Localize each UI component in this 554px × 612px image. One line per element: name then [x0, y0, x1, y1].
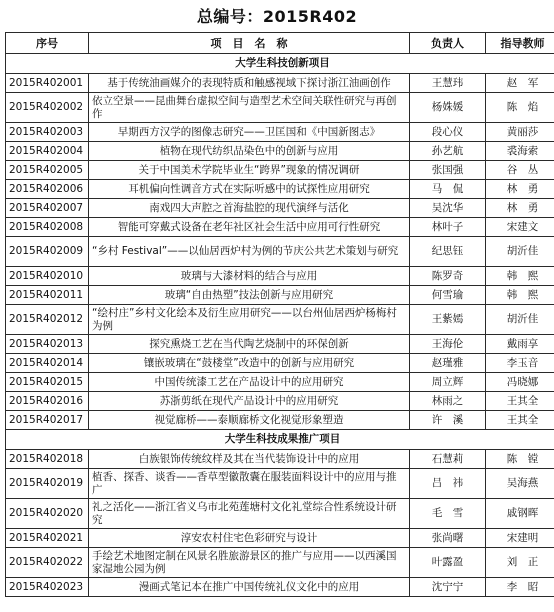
project-id-cell: 2015R402012: [6, 305, 89, 335]
advisor-cell: 谷 丛: [486, 161, 554, 180]
table-row: [6, 411, 554, 430]
project-id-cell: 2015R402003: [6, 123, 89, 142]
advisor-cell: 宋建文: [486, 218, 554, 237]
advisor-cell: 吴海燕: [486, 469, 554, 499]
table-row: [6, 142, 554, 161]
project-id-cell: 2015R402015: [6, 373, 89, 392]
advisor-cell: 王其全: [486, 392, 554, 411]
project-title-cell: 早期西方汉学的图像志研究——卫匡国和《中国新图志》: [89, 123, 410, 142]
project-title-cell: 探究熏烧工艺在当代陶艺烧制中的环保创新: [89, 335, 410, 354]
header-id: 序号: [6, 33, 89, 54]
leader-cell: 纪思钰: [410, 237, 486, 267]
project-title-cell: 耳机偏向性调音方式在实际听感中的试探性应用研究: [89, 180, 410, 199]
table-row: [6, 335, 554, 354]
advisor-cell: 林 勇: [486, 180, 554, 199]
table-row: [6, 218, 554, 237]
project-title-cell: 玻璃与大漆材料的结合与应用: [89, 267, 410, 286]
leader-cell: 杨姝媛: [410, 93, 486, 123]
table-row: [6, 450, 554, 469]
table-row: [6, 305, 554, 335]
table-row: [6, 578, 554, 597]
advisor-cell: 李 昭: [486, 578, 554, 597]
project-title-cell: 镶嵌玻璃在“鼓楼堂”改造中的创新与应用研究: [89, 354, 410, 373]
table-row: [6, 286, 554, 305]
project-title-cell: 南戏四大声腔之首海盐腔的现代演绎与活化: [89, 199, 410, 218]
leader-cell: 段心仪: [410, 123, 486, 142]
advisor-cell: 黄丽莎: [486, 123, 554, 142]
project-title-cell: “乡村 Festival”——以仙居西炉村为例的节庆公共艺术策划与研究: [89, 237, 410, 267]
project-title-cell: 视觉廊桥——泰顺廊桥文化视觉形象塑造: [89, 411, 410, 430]
advisor-cell: 李玉音: [486, 354, 554, 373]
header-title: 项 目 名 称: [89, 33, 410, 54]
advisor-cell: 宋建明: [486, 529, 554, 548]
project-id-cell: 2015R402008: [6, 218, 89, 237]
project-title-cell: 植物在现代纺织品染色中的创新与应用: [89, 142, 410, 161]
project-id-cell: 2015R402021: [6, 529, 89, 548]
advisor-cell: 韩 熙: [486, 286, 554, 305]
leader-cell: 王紫嫣: [410, 305, 486, 335]
leader-cell: 张国强: [410, 161, 486, 180]
project-id-cell: 2015R402013: [6, 335, 89, 354]
advisor-cell: 王其全: [486, 411, 554, 430]
section-title: 大学生科技成果推广项目: [6, 430, 554, 450]
project-id-cell: 2015R402005: [6, 161, 89, 180]
table-row: [6, 237, 554, 267]
project-title-cell: 中国传统漆工艺在产品设计中的应用研究: [89, 373, 410, 392]
table-row: [6, 373, 554, 392]
advisor-cell: 戚钢晖: [486, 499, 554, 529]
project-title-cell: 植香、探香、谈香——香草型徽散囊在服装面料设计中的应用与推广: [89, 469, 410, 499]
project-id-cell: 2015R402001: [6, 74, 89, 93]
project-id-cell: 2015R402014: [6, 354, 89, 373]
leader-cell: 赵瑾雅: [410, 354, 486, 373]
table-row: [6, 499, 554, 529]
project-title-cell: 玻璃“自由热塑”技法创新与应用研究: [89, 286, 410, 305]
leader-cell: 吴沈华: [410, 199, 486, 218]
project-title-cell: 淳安农村住宅色彩研究与设计: [89, 529, 410, 548]
project-title-cell: 苏浙剪纸在现代产品设计中的应用研究: [89, 392, 410, 411]
advisor-cell: 林 勇: [486, 199, 554, 218]
header-advisor: 指导教师: [486, 33, 554, 54]
project-id-cell: 2015R402009: [6, 237, 89, 267]
leader-cell: 叶露盈: [410, 548, 486, 578]
advisor-cell: 刘 正: [486, 548, 554, 578]
leader-cell: 张尚曙: [410, 529, 486, 548]
leader-cell: 毛 雪: [410, 499, 486, 529]
project-id-cell: 2015R402023: [6, 578, 89, 597]
project-id-cell: 2015R402010: [6, 267, 89, 286]
project-title-cell: 智能可穿戴式设备在老年社区社会生活中应用可行性研究: [89, 218, 410, 237]
table-body: [6, 54, 554, 597]
project-table: [5, 32, 554, 597]
table-row: [6, 392, 554, 411]
leader-cell: 林叶子: [410, 218, 486, 237]
project-id-cell: 2015R402019: [6, 469, 89, 499]
document-title: 总编号：2015R402: [196, 7, 358, 26]
project-id-cell: 2015R402011: [6, 286, 89, 305]
table-row: [6, 354, 554, 373]
table-row: [6, 267, 554, 286]
leader-cell: 何雪瑜: [410, 286, 486, 305]
table-row: [6, 93, 554, 123]
advisor-cell: 韩 熙: [486, 267, 554, 286]
advisor-cell: 戴雨享: [486, 335, 554, 354]
advisor-cell: 赵 军: [486, 74, 554, 93]
project-title-cell: “绘村庄”乡村文化绘本及衍生应用研究——以台州仙居西炉杨梅村为例: [89, 305, 410, 335]
table-row: [6, 123, 554, 142]
project-id-cell: 2015R402002: [6, 93, 89, 123]
project-id-cell: 2015R402017: [6, 411, 89, 430]
project-id-cell: 2015R402007: [6, 199, 89, 218]
section-title: 大学生科技创新项目: [6, 54, 554, 74]
project-title-cell: 礼之活化——浙江省义乌市北苑莲塘村文化礼堂综合性系统设计研究: [89, 499, 410, 529]
project-id-cell: 2015R402006: [6, 180, 89, 199]
project-id-cell: 2015R402004: [6, 142, 89, 161]
project-title-cell: 关于中国美术学院毕业生“跨界”现象的情况调研: [89, 161, 410, 180]
project-title-cell: 白族银饰传统纹样及其在当代装饰设计中的应用: [89, 450, 410, 469]
leader-cell: 马 侃: [410, 180, 486, 199]
table-row: [6, 199, 554, 218]
leader-cell: 王海伦: [410, 335, 486, 354]
project-title-cell: 依立空景——昆曲舞台虚拟空间与造型艺术空间关联性研究与再创作: [89, 93, 410, 123]
leader-cell: 孙艺航: [410, 142, 486, 161]
project-id-cell: 2015R402016: [6, 392, 89, 411]
leader-cell: 许 溪: [410, 411, 486, 430]
table-row: [6, 548, 554, 578]
advisor-cell: 裘海索: [486, 142, 554, 161]
advisor-cell: 胡沂佳: [486, 237, 554, 267]
project-id-cell: 2015R402022: [6, 548, 89, 578]
leader-cell: 吕 祎: [410, 469, 486, 499]
advisor-cell: 陈 镗: [486, 450, 554, 469]
project-id-cell: 2015R402020: [6, 499, 89, 529]
advisor-cell: 陈 焰: [486, 93, 554, 123]
section-header-row: [6, 430, 554, 450]
project-title-cell: 基于传统油画媒介的表现特质和触感视域下探讨浙江油画创作: [89, 74, 410, 93]
advisor-cell: 冯晓娜: [486, 373, 554, 392]
project-title-cell: 漫画式笔记本在推广中国传统礼仪文化中的应用: [89, 578, 410, 597]
table-row: [6, 74, 554, 93]
table-row: [6, 529, 554, 548]
advisor-cell: 胡沂佳: [486, 305, 554, 335]
leader-cell: 王慧玮: [410, 74, 486, 93]
leader-cell: 沈宁宁: [410, 578, 486, 597]
leader-cell: 周立辉: [410, 373, 486, 392]
project-title-cell: 手绘艺术地图定制在风景名胜旅游景区的推广与应用——以西溪国家湿地公园为例: [89, 548, 410, 578]
table-row: [6, 180, 554, 199]
table-header-row: [6, 33, 554, 54]
table-row: [6, 161, 554, 180]
project-id-cell: 2015R402018: [6, 450, 89, 469]
leader-cell: 林雨之: [410, 392, 486, 411]
leader-cell: 陈罗奇: [410, 267, 486, 286]
table-row: [6, 469, 554, 499]
leader-cell: 石慧莉: [410, 450, 486, 469]
header-leader: 负责人: [410, 33, 486, 54]
section-header-row: [6, 54, 554, 74]
